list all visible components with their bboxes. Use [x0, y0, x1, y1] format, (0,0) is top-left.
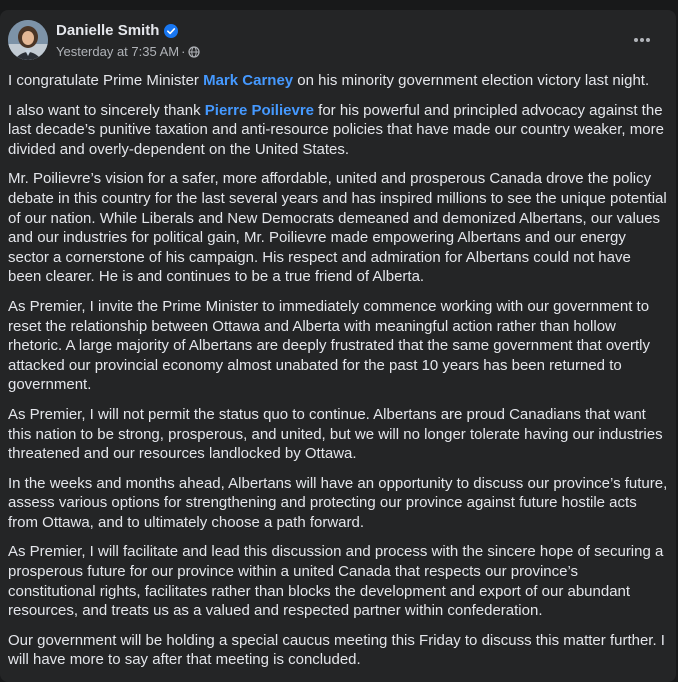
post-paragraph: Mr. Poilievre’s vision for a safer, more affordable, united and prosperous Canada drove the policy debate in this country for the last several years and has inspired millions to see the unique potential of our nation. While Liberals and New Democrats demeaned and demonized Albertans, our values and our industries for political gain, Mr. Poilievre made empowering Albertans and our energy sector a cornerstone of his campaign. His respect and admiration for Albertans could not have been clearer. He is and continues to be a true friend of Alberta.	[8, 170, 667, 286]
post-paragraph	[8, 101, 668, 160]
globe-icon[interactable]	[188, 46, 200, 58]
author-name[interactable]: Danielle Smith	[56, 22, 160, 39]
paragraph-text: on his minority government election victory last night.	[293, 72, 650, 89]
post-paragraph: In the weeks and months ahead, Albertans will have an opportunity to discuss our province’s future, assess various options for strengthening and protecting our province against future hostile acts from Ottawa, and to ultimately choose a path forward.	[8, 474, 668, 531]
facebook-post	[0, 10, 676, 682]
post-paragraph	[8, 71, 668, 91]
more-options-button[interactable]	[630, 28, 654, 52]
post-paragraph: As Premier, I will not permit the status quo to continue. Albertans are proud Canadians that want this nation to be strong, prosperous, and united, but we will no longer tolerate having our industries threatened and our resources landlocked by Ottawa.	[8, 405, 663, 463]
post-header	[8, 20, 668, 64]
verified-badge-icon	[164, 24, 178, 38]
mention-link[interactable]: Mark Carney	[203, 72, 294, 89]
post-timestamp[interactable]: Yesterday at 7:35 AM	[56, 44, 180, 59]
paragraph-text: I also want to sincerely thank	[8, 101, 205, 119]
author-block	[56, 21, 200, 60]
paragraph-text: for his powerful and principled advocacy against the last decade’s punitive taxation and anti-resource policies that have made our country weaker, more divided and overly-dependent on the United States.	[8, 101, 664, 158]
avatar[interactable]	[8, 20, 48, 60]
post-paragraph: Our government will be holding a special caucus meeting this Friday to discuss this matter further. I will have more to say after that meeting is concluded.	[8, 631, 665, 669]
author-line	[56, 21, 200, 41]
meta-separator: ·	[181, 44, 186, 59]
mention-link[interactable]: Pierre Poilievre	[204, 101, 314, 119]
post-body	[8, 71, 668, 680]
post-meta	[56, 44, 200, 60]
post-paragraph: As Premier, I invite the Prime Minister to immediately commence working with our government to reset the relationship between Ottawa and Alberta with meaningful action rather than hollow rhetoric. A large majority of Albertans are deeply frustrated that the same government that overtly attacked our provincial economy almost unabated for the past 10 years has been returned to government.	[8, 297, 650, 394]
post-paragraph: As Premier, I will facilitate and lead this discussion and process with the sincere hope of securing a prosperous future for our province within a united Canada that respects our province’s constitutional rights, facilitates rather than blocks the development and export of our abundant resources, and treats us as a valued and respected partner within confederation.	[8, 543, 664, 620]
more-options-icon	[633, 37, 651, 43]
paragraph-text: I congratulate Prime Minister	[8, 72, 204, 89]
